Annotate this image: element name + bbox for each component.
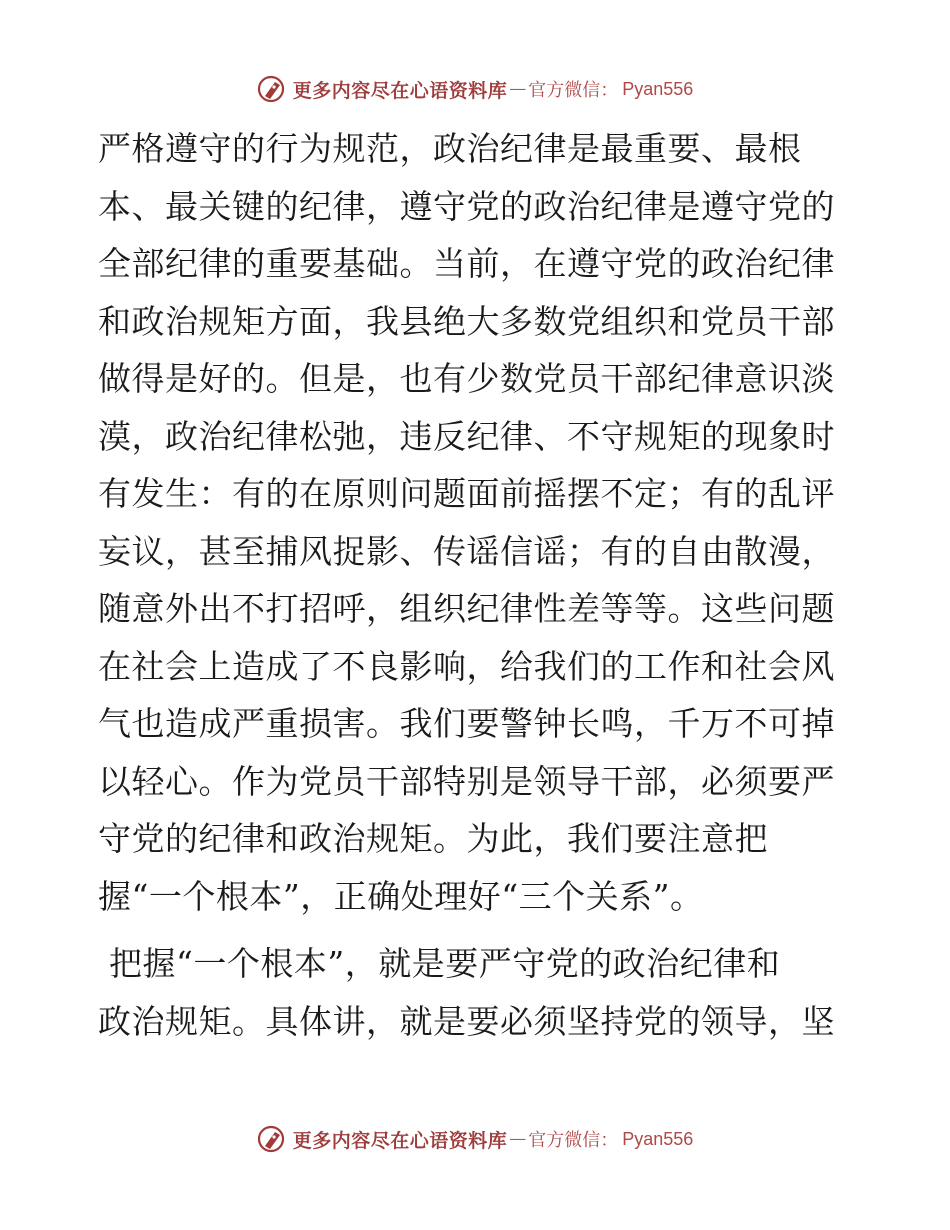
banner-wechat-id: Pyan556 (622, 78, 694, 99)
pen-nib-circle-icon (257, 74, 287, 104)
text-line: 严格遵守的行为规范，政治纪律是最重要、最根 (98, 129, 802, 168)
text-line: 做得是好的。但是，也有少数党员干部纪律意识淡 (98, 359, 835, 398)
text-line: 在社会上造成了不良影响，给我们的工作和社会风 (98, 646, 835, 686)
pen-nib-circle-icon (257, 1124, 287, 1154)
banner-main-text: 更多内容尽在心语资料库 (292, 1129, 508, 1152)
text-line: 漠，政治纪律松弛，违反纪律、不守规矩的现象时 (98, 416, 835, 456)
banner-wechat-id: Pyan556 (622, 1128, 694, 1149)
paragraph-1 (98, 120, 858, 925)
text-line: 全部纪律的重要基础。当前，在遵守党的政治纪律 (98, 244, 835, 283)
text-line: 妄议，甚至捕风捉影、传谣信谣；有的自由散漫， (98, 531, 835, 571)
text-line: 政治规矩。具体讲，就是要必须坚持党的领导，坚 (98, 1001, 835, 1041)
banner-separator: — (509, 79, 527, 99)
document-body (98, 120, 858, 1050)
footer-watermark-banner (0, 1122, 950, 1156)
text-line: 随意外出不打招呼，组织纪律性差等等。这些问题 (98, 589, 835, 628)
paragraph-2 (98, 935, 858, 1050)
banner-separator: — (509, 1129, 527, 1149)
text-line: 和政治规矩方面，我县绝大多数党组织和党员干部 (98, 301, 835, 341)
text-line: 气也造成严重损害。我们要警钟长鸣，千万不可掉 (98, 704, 835, 743)
header-watermark-banner (0, 72, 950, 106)
text-line: 有发生：有的在原则问题面前摇摆不定；有的乱评 (98, 474, 835, 513)
text-line: 握“一个根本”，正确处理好“三个关系”。 (98, 876, 704, 916)
banner-official-label: 官方微信： (528, 1130, 619, 1151)
banner-official-label: 官方微信： (528, 80, 619, 101)
text-line: 把握“一个根本”，就是要严守党的政治纪律和 (98, 944, 781, 983)
text-line: 本、最关键的纪律，遵守党的政治纪律是遵守党的 (98, 186, 835, 226)
text-line: 以轻心。作为党员干部特别是领导干部，必须要严 (98, 761, 835, 801)
text-line: 守党的纪律和政治规矩。为此，我们要注意把 (98, 819, 768, 858)
banner-main-text: 更多内容尽在心语资料库 (292, 79, 508, 102)
